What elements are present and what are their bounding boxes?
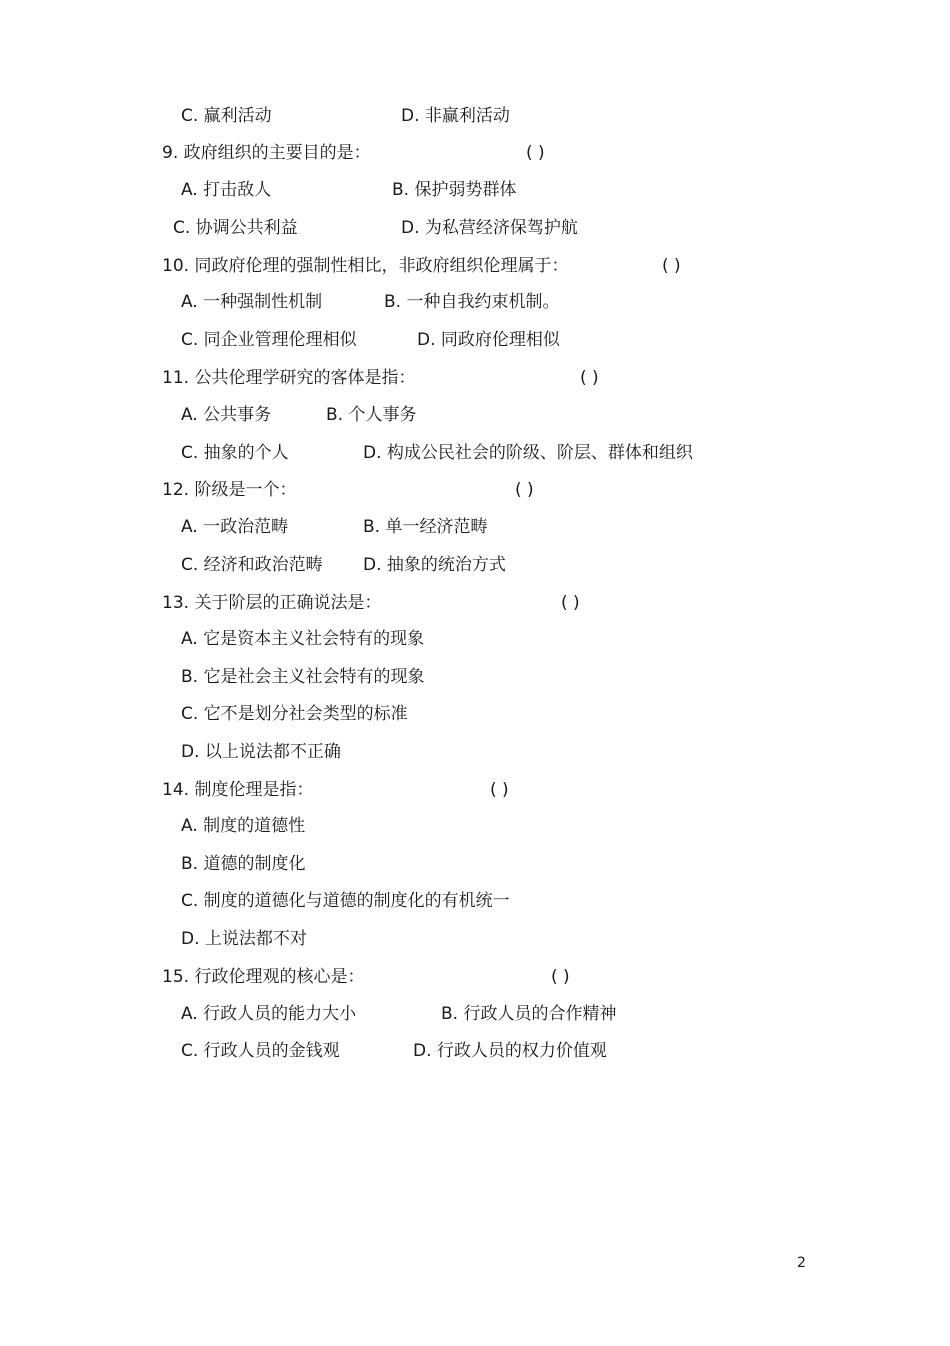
- q14-stem: 14. 制度伦理是指：: [162, 780, 314, 800]
- q11-option-c: C. 抽象的个人: [181, 443, 289, 463]
- q9-option-b: B. 保护弱势群体: [392, 180, 517, 200]
- q12-option-c: C. 经济和政治范畴: [181, 555, 323, 575]
- q13-option-b: B. 它是社会主义社会特有的现象: [181, 667, 425, 687]
- q13-option-a: A. 它是资本主义社会特有的现象: [181, 629, 425, 649]
- q11-answer-blank: ( ): [580, 368, 599, 388]
- q8-option-d: D. 非赢利活动: [401, 106, 510, 126]
- q10-stem: 10. 同政府伦理的强制性相比，非政府组织伦理属于：: [162, 256, 569, 276]
- q14-option-d: D. 上说法都不对: [181, 929, 307, 949]
- q13-answer-blank: ( ): [561, 593, 580, 613]
- q13-option-d: D. 以上说法都不正确: [181, 742, 341, 762]
- q9-option-c: C. 协调公共利益: [173, 218, 298, 238]
- q13-option-c: C. 它不是划分社会类型的标准: [181, 704, 408, 724]
- q15-answer-blank: ( ): [551, 967, 570, 987]
- q10-option-b: B. 一种自我约束机制。: [384, 292, 560, 312]
- page-number: 2: [797, 1255, 806, 1271]
- q10-option-c: C. 同企业管理伦理相似: [181, 330, 357, 350]
- q15-option-d: D. 行政人员的权力价值观: [413, 1041, 607, 1061]
- q11-option-a: A. 公共事务: [181, 405, 272, 425]
- q14-option-c: C. 制度的道德化与道德的制度化的有机统一: [181, 891, 510, 911]
- q10-option-a: A. 一种强制性机制: [181, 292, 323, 312]
- q8-option-c: C. 赢利活动: [181, 106, 272, 126]
- q14-option-b: B. 道德的制度化: [181, 854, 306, 874]
- q15-stem: 15. 行政伦理观的核心是：: [162, 967, 365, 987]
- q14-option-a: A. 制度的道德性: [181, 816, 306, 836]
- q10-answer-blank: ( ): [662, 256, 681, 276]
- q15-option-a: A. 行政人员的能力大小: [181, 1004, 357, 1024]
- q10-option-d: D. 同政府伦理相似: [417, 330, 560, 350]
- q12-option-b: B. 单一经济范畴: [363, 517, 488, 537]
- q11-stem: 11. 公共伦理学研究的客体是指：: [162, 368, 416, 388]
- q9-stem: 9. 政府组织的主要目的是：: [162, 143, 371, 163]
- q9-answer-blank: ( ): [526, 143, 545, 163]
- q11-option-b: B. 个人事务: [326, 405, 417, 425]
- q13-stem: 13. 关于阶层的正确说法是：: [162, 593, 382, 613]
- q12-stem: 12. 阶级是一个：: [162, 480, 297, 500]
- q12-answer-blank: ( ): [515, 480, 534, 500]
- q11-option-d: D. 构成公民社会的阶级、阶层、群体和组织: [363, 443, 693, 463]
- q9-option-a: A. 打击敌人: [181, 180, 272, 200]
- q12-option-d: D. 抽象的统治方式: [363, 555, 506, 575]
- q14-answer-blank: ( ): [490, 780, 509, 800]
- q12-option-a: A. 一政治范畴: [181, 517, 289, 537]
- q15-option-c: C. 行政人员的金钱观: [181, 1041, 340, 1061]
- q15-option-b: B. 行政人员的合作精神: [441, 1004, 617, 1024]
- q9-option-d: D. 为私营经济保驾护航: [401, 218, 578, 238]
